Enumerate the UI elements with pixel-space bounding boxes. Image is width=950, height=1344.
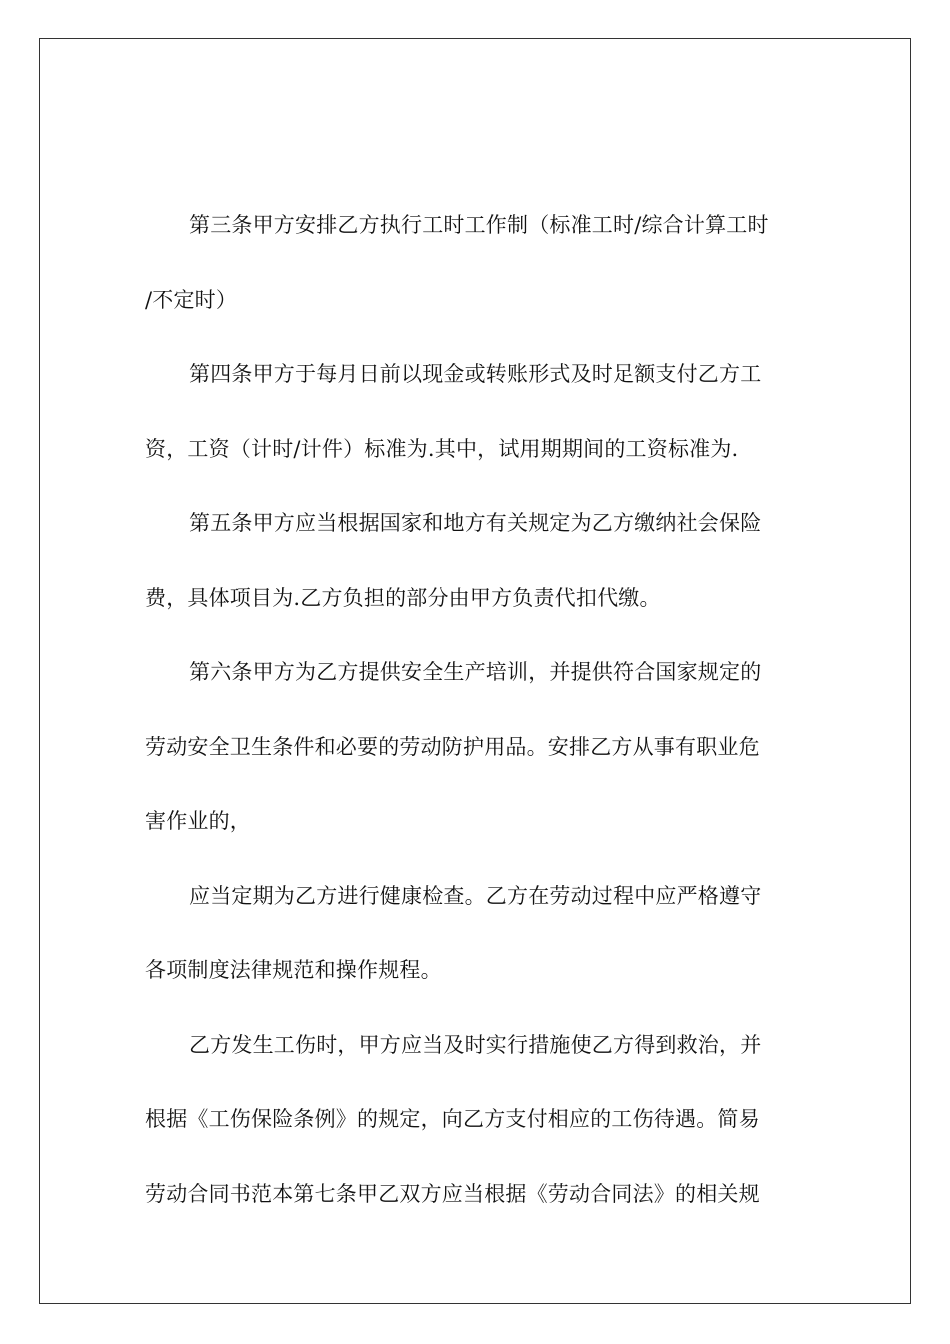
text-line: 根据《工伤保险条例》的规定，向乙方支付相应的工伤待遇。简易 xyxy=(145,1107,760,1131)
text-line: 劳动合同书范本第七条甲乙双方应当根据《劳动合同法》的相关规 xyxy=(145,1181,760,1206)
text-line: 第六条甲方为乙方提供安全生产培训，并提供符合国家规定的 xyxy=(189,660,762,684)
text-line: 第四条甲方于每月日前以现金或转账形式及时足额支付乙方工 xyxy=(189,362,762,386)
text-line: 费，具体项目为.乙方负担的部分由甲方负责代扣代缴。 xyxy=(145,585,661,610)
text-line: 乙方发生工伤时，甲方应当及时实行措施使乙方得到救治，并 xyxy=(189,1032,762,1057)
text-line: 害作业的， xyxy=(145,809,251,833)
text-line: 各项制度法律规范和操作规程。 xyxy=(145,958,442,982)
text-line: 资，工资（计时/计件）标准为.其中，试用期期间的工资标准为. xyxy=(145,436,739,461)
text-line: 第三条甲方安排乙方执行工时工作制（标准工时/综合计算工时 xyxy=(189,213,769,237)
text-line: 第五条甲方应当根据国家和地方有关规定为乙方缴纳社会保险 xyxy=(189,511,762,535)
text-line: 应当定期为乙方进行健康检查。乙方在劳动过程中应严格遵守 xyxy=(189,883,762,908)
text-line: /不定时） xyxy=(145,287,238,312)
text-line: 劳动安全卫生条件和必要的劳动防护用品。安排乙方从事有职业危 xyxy=(145,734,760,759)
document-body xyxy=(145,205,810,1248)
